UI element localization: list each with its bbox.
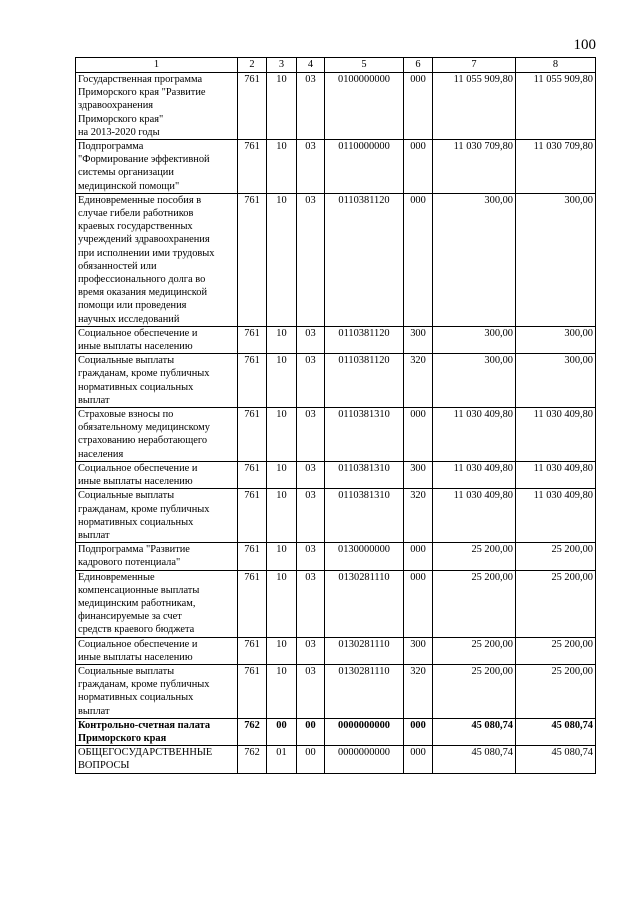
code-target: 0100000000 [325, 73, 404, 140]
amount-year-1: 11 030 409,80 [433, 489, 516, 543]
code-section: 10 [267, 664, 297, 718]
code-expense-type: 300 [404, 461, 433, 488]
column-header: 3 [267, 58, 297, 73]
amount-year-1: 11 030 709,80 [433, 140, 516, 194]
amount-year-1: 300,00 [433, 326, 516, 353]
table-row [76, 140, 596, 194]
amount-year-2: 300,00 [516, 354, 596, 408]
page-number: 100 [573, 37, 596, 53]
amount-year-1: 25 200,00 [433, 664, 516, 718]
row-name: Страховые взносы по обязательному медицинскому страхованию неработающего населения [76, 408, 238, 462]
amount-year-1: 25 200,00 [433, 637, 516, 664]
row-name: Государственная программа Приморского края "Развитие здравоохранения Приморского края" на 2013-2020 годы [76, 73, 238, 140]
column-header: 1 [76, 58, 238, 73]
code-section: 10 [267, 140, 297, 194]
amount-year-2: 25 200,00 [516, 664, 596, 718]
amount-year-1: 25 200,00 [433, 543, 516, 570]
row-name: Подпрограмма "Развитие кадрового потенциала" [76, 543, 238, 570]
amount-year-1: 300,00 [433, 193, 516, 326]
amount-year-1: 25 200,00 [433, 570, 516, 637]
code-ved: 761 [238, 140, 267, 194]
column-header: 7 [433, 58, 516, 73]
table-row [76, 489, 596, 543]
amount-year-2: 11 030 409,80 [516, 489, 596, 543]
code-expense-type: 300 [404, 637, 433, 664]
code-target: 0110381310 [325, 408, 404, 462]
table-row [76, 637, 596, 664]
amount-year-1: 11 030 409,80 [433, 461, 516, 488]
code-section: 10 [267, 193, 297, 326]
amount-year-2: 45 080,74 [516, 746, 596, 773]
row-name: Социальные выплаты гражданам, кроме публичных нормативных социальных выплат [76, 354, 238, 408]
code-subsection: 00 [297, 746, 325, 773]
amount-year-2: 11 030 709,80 [516, 140, 596, 194]
amount-year-1: 300,00 [433, 354, 516, 408]
code-subsection: 03 [297, 637, 325, 664]
amount-year-1: 45 080,74 [433, 718, 516, 745]
code-section: 10 [267, 543, 297, 570]
code-subsection: 03 [297, 543, 325, 570]
amount-year-2: 300,00 [516, 193, 596, 326]
column-header: 6 [404, 58, 433, 73]
table-row [76, 193, 596, 326]
table-row [76, 718, 596, 745]
table-row [76, 73, 596, 140]
column-header: 2 [238, 58, 267, 73]
code-target: 0000000000 [325, 746, 404, 773]
code-ved: 761 [238, 637, 267, 664]
code-subsection: 03 [297, 461, 325, 488]
code-ved: 761 [238, 489, 267, 543]
code-expense-type: 320 [404, 664, 433, 718]
code-section: 10 [267, 570, 297, 637]
amount-year-1: 45 080,74 [433, 746, 516, 773]
code-subsection: 03 [297, 326, 325, 353]
amount-year-2: 25 200,00 [516, 637, 596, 664]
code-expense-type: 300 [404, 326, 433, 353]
table-row [76, 408, 596, 462]
code-section: 10 [267, 73, 297, 140]
code-target: 0000000000 [325, 718, 404, 745]
table-row [76, 543, 596, 570]
code-ved: 761 [238, 408, 267, 462]
code-expense-type: 000 [404, 570, 433, 637]
code-subsection: 03 [297, 140, 325, 194]
code-target: 0130281110 [325, 664, 404, 718]
amount-year-1: 11 030 409,80 [433, 408, 516, 462]
code-section: 01 [267, 746, 297, 773]
code-ved: 761 [238, 193, 267, 326]
code-section: 10 [267, 408, 297, 462]
amount-year-2: 25 200,00 [516, 543, 596, 570]
code-target: 0110000000 [325, 140, 404, 194]
row-name: Контрольно-счетная палата Приморского края [76, 718, 238, 745]
code-ved: 761 [238, 664, 267, 718]
column-header: 4 [297, 58, 325, 73]
code-expense-type: 320 [404, 489, 433, 543]
code-subsection: 00 [297, 718, 325, 745]
table-row [76, 354, 596, 408]
amount-year-1: 11 055 909,80 [433, 73, 516, 140]
code-expense-type: 000 [404, 543, 433, 570]
code-target: 0110381120 [325, 193, 404, 326]
row-name: Единовременные пособия в случае гибели работников краевых государственных учреждений здравоохранения при исполнении ими трудовых обязанностей или профессионального долга во время оказания медицинской помощи или проведения научных исследований [76, 193, 238, 326]
code-subsection: 03 [297, 489, 325, 543]
code-subsection: 03 [297, 664, 325, 718]
code-expense-type: 000 [404, 718, 433, 745]
amount-year-2: 11 030 409,80 [516, 461, 596, 488]
code-ved: 762 [238, 746, 267, 773]
code-ved: 761 [238, 73, 267, 140]
code-expense-type: 000 [404, 73, 433, 140]
amount-year-2: 300,00 [516, 326, 596, 353]
row-name: Социальное обеспечение и иные выплаты населению [76, 637, 238, 664]
table-row [76, 746, 596, 773]
code-subsection: 03 [297, 73, 325, 140]
code-section: 10 [267, 461, 297, 488]
code-subsection: 03 [297, 570, 325, 637]
row-name: Социальное обеспечение и иные выплаты населению [76, 326, 238, 353]
row-name: Социальное обеспечение и иные выплаты населению [76, 461, 238, 488]
code-target: 0110381310 [325, 489, 404, 543]
code-subsection: 03 [297, 193, 325, 326]
code-expense-type: 000 [404, 746, 433, 773]
code-ved: 761 [238, 354, 267, 408]
code-section: 10 [267, 489, 297, 543]
code-ved: 761 [238, 570, 267, 637]
code-section: 10 [267, 354, 297, 408]
amount-year-2: 11 055 909,80 [516, 73, 596, 140]
code-target: 0130281110 [325, 570, 404, 637]
budget-table [75, 57, 596, 774]
row-name: Социальные выплаты гражданам, кроме публичных нормативных социальных выплат [76, 664, 238, 718]
amount-year-2: 45 080,74 [516, 718, 596, 745]
code-target: 0110381310 [325, 461, 404, 488]
code-section: 00 [267, 718, 297, 745]
code-target: 0110381120 [325, 326, 404, 353]
code-target: 0130000000 [325, 543, 404, 570]
column-header: 8 [516, 58, 596, 73]
code-target: 0130281110 [325, 637, 404, 664]
code-ved: 761 [238, 461, 267, 488]
table-row [76, 570, 596, 637]
row-name: Единовременные компенсационные выплаты медицинским работникам, финансируемые за счет средств краевого бюджета [76, 570, 238, 637]
code-section: 10 [267, 326, 297, 353]
table-row [76, 461, 596, 488]
header-row [76, 58, 596, 73]
code-ved: 761 [238, 326, 267, 353]
code-expense-type: 000 [404, 193, 433, 326]
code-ved: 761 [238, 543, 267, 570]
code-expense-type: 320 [404, 354, 433, 408]
code-subsection: 03 [297, 408, 325, 462]
code-target: 0110381120 [325, 354, 404, 408]
code-section: 10 [267, 637, 297, 664]
row-name: ОБЩЕГОСУДАРСТВЕННЫЕ ВОПРОСЫ [76, 746, 238, 773]
amount-year-2: 11 030 409,80 [516, 408, 596, 462]
row-name: Подпрограмма "Формирование эффективной системы организации медицинской помощи" [76, 140, 238, 194]
code-expense-type: 000 [404, 140, 433, 194]
code-subsection: 03 [297, 354, 325, 408]
code-ved: 762 [238, 718, 267, 745]
row-name: Социальные выплаты гражданам, кроме публичных нормативных социальных выплат [76, 489, 238, 543]
amount-year-2: 25 200,00 [516, 570, 596, 637]
table-row [76, 326, 596, 353]
code-expense-type: 000 [404, 408, 433, 462]
column-header: 5 [325, 58, 404, 73]
table-row [76, 664, 596, 718]
